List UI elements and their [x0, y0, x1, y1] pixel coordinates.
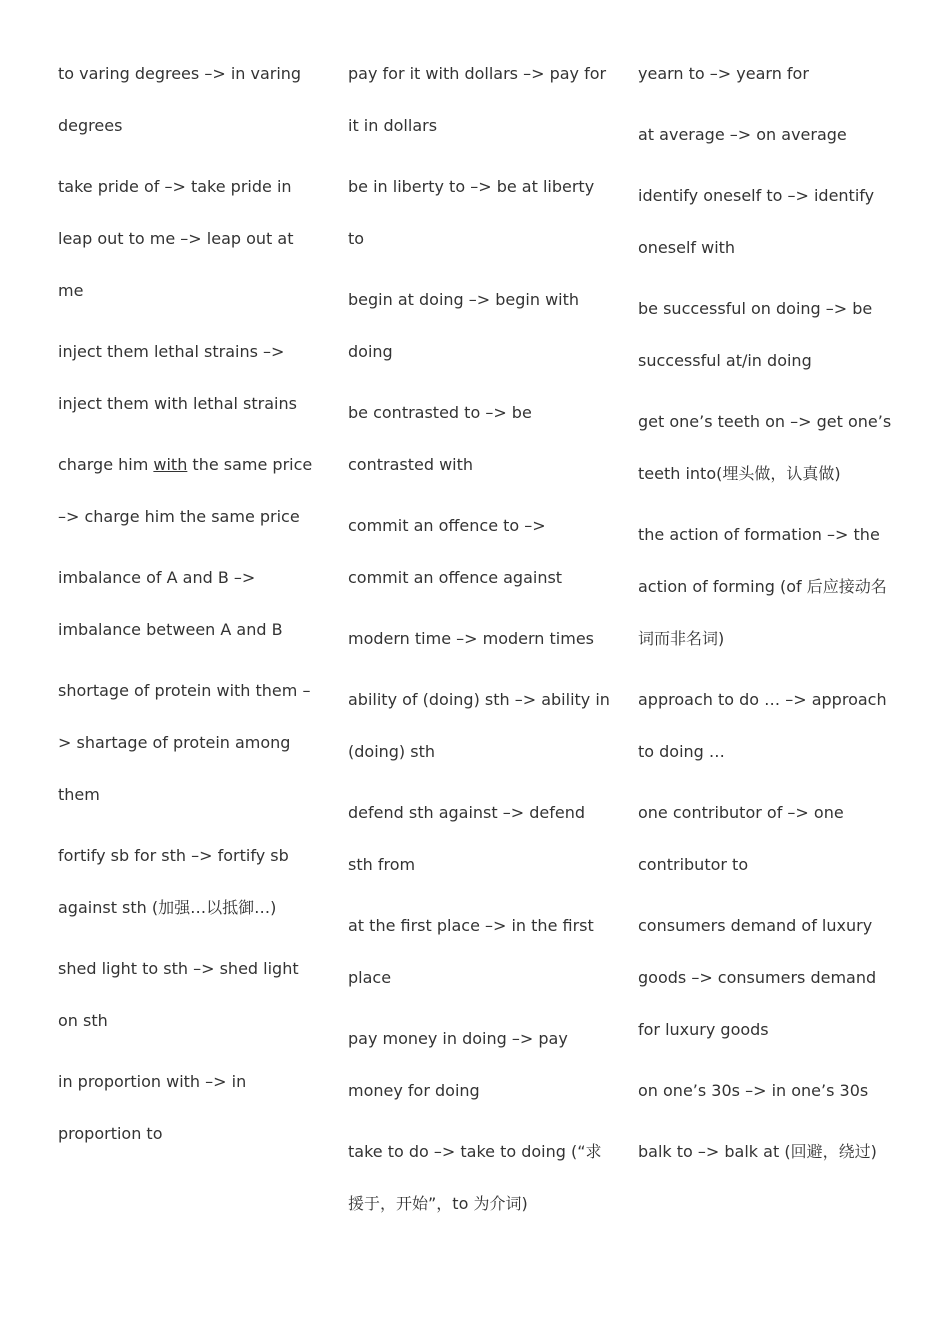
correction-entry: fortify sb for sth –> fortify sb against sth (加强…以抵御…) [58, 846, 289, 917]
correction-entry: ability of (doing) sth –> ability in (doing) sth [348, 690, 610, 761]
correction-entry: to varing degrees –> in varing degrees [58, 64, 302, 135]
correction-entry: leap out to me –> leap out at me [58, 229, 294, 300]
correction-entry: yearn to –> yearn for [638, 64, 809, 83]
correction-entry: identify oneself to –> identify oneself with [638, 186, 875, 257]
underlined-word: with [153, 455, 188, 474]
entry-text: charge him [58, 455, 154, 474]
correction-entry: on one’s 30s –> in one’s 30s [638, 1081, 869, 1100]
column-3 [638, 48, 900, 1187]
correction-entry: begin at doing –> begin with doing [348, 290, 580, 361]
correction-entry: get one’s teeth on –> get one’s teeth into(埋头做，认真做) [638, 412, 892, 483]
correction-entry: be in liberty to –> be at liberty to [348, 177, 595, 248]
correction-entry: the action of formation –> the action of forming (of 后应接动名词而非名词) [638, 525, 887, 648]
correction-entry: defend sth against –> defend sth from [348, 803, 586, 874]
correction-entry: be successful on doing –> be successful at/in doing [638, 299, 873, 370]
correction-entry: approach to do … –> approach to doing … [638, 690, 887, 761]
correction-entry: take to do –> take to doing (“求援于，开始”，to 为介词) [348, 1142, 602, 1213]
correction-entry: inject them lethal strains –> inject them with lethal strains [58, 342, 297, 413]
correction-entry: commit an offence to –> commit an offence against [348, 516, 563, 587]
correction-entry: pay money in doing –> pay money for doing [348, 1029, 568, 1100]
correction-entry-underlined [58, 439, 320, 543]
correction-entry: take pride of –> take pride in [58, 177, 292, 196]
correction-entry: consumers demand of luxury goods –> consumers demand for luxury goods [638, 916, 877, 1039]
correction-entry: balk to –> balk at (回避，绕过) [638, 1142, 877, 1161]
correction-entry: modern time –> modern times [348, 629, 595, 648]
column-2 [348, 48, 610, 1239]
correction-entry: at average –> on average [638, 125, 847, 144]
correction-entry: shed light to sth –> shed light on sth [58, 959, 299, 1030]
correction-entry: imbalance of A and B –> imbalance between A and B [58, 568, 283, 639]
correction-entry: one contributor of –> one contributor to [638, 803, 844, 874]
correction-entry: in proportion with –> in proportion to [58, 1072, 247, 1143]
correction-entry: be contrasted to –> be contrasted with [348, 403, 532, 474]
correction-entry: shortage of protein with them –> shartage of protein among them [58, 681, 311, 804]
correction-entry: at the first place –> in the first place [348, 916, 594, 987]
column-1 [58, 48, 320, 1169]
correction-entry: pay for it with dollars –> pay for it in dollars [348, 64, 607, 135]
entry-text: the same price –> charge him the same price [58, 455, 313, 526]
